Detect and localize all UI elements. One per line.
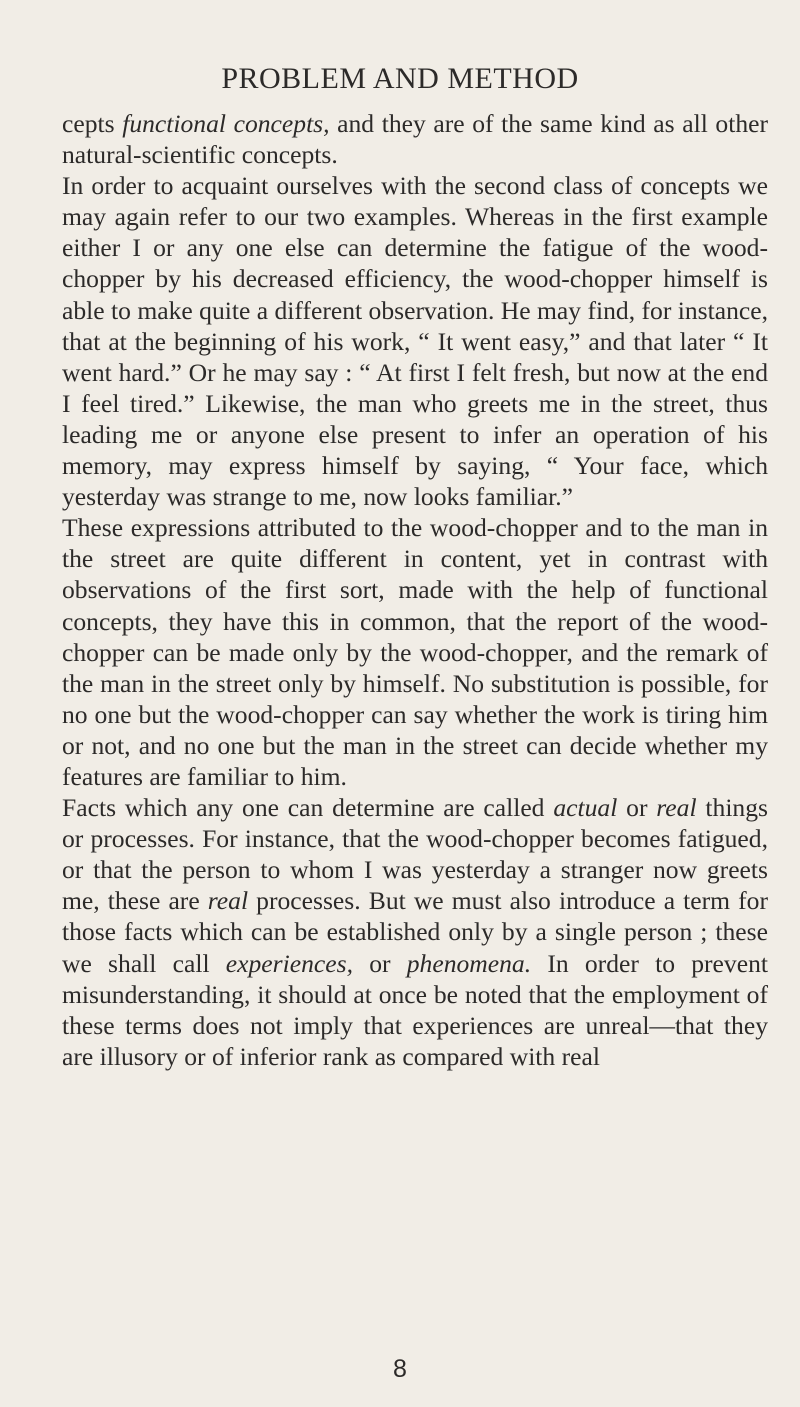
body-text (62, 108, 768, 1072)
italic-run: real (656, 793, 697, 823)
text-run: or (617, 793, 657, 823)
running-head: PROBLEM AND METHOD (221, 62, 579, 95)
paragraph (62, 512, 768, 792)
text-run: cepts (62, 109, 123, 138)
paragraph (62, 792, 768, 1072)
italic-run: real (207, 886, 249, 916)
italic-run: experiences, (225, 948, 353, 978)
text-run: things or processes. For instance, that the wood-chopper becomes fatigued, or that the person to whom I was yesterday a stranger now greets me, these are (62, 793, 768, 916)
text-run: These expressions attributed to the wood-chopper and to the man in the street are quite different in content, yet in contrast with observations of the first sort, made with the help of functional concepts, they have this in common, that the report of the wood-chopper can be made only by the wood-chopper, and the remark of the man in the street only by himself. No substitution is possible, for no one but the wood-chopper can say whether the work is tiring him or not, and no one but the man in the street can decide whether my features are familiar to him. (62, 513, 768, 791)
text-run: or (352, 948, 407, 978)
page-number: 8 (393, 1355, 407, 1383)
text-run: processes. But we must also introduce a term for those facts which can be established only by a single person ; these we shall call (62, 886, 768, 978)
italic-run: actual (553, 793, 618, 823)
text-run: In order to prevent misunderstanding, it should at once be noted that the employment of these terms does not imply that experiences are unreal—that they are illusory or of inferior rank as compared with real (62, 948, 768, 1071)
text-run: Facts which any one can determine are called (62, 793, 554, 823)
italic-run: phenomena. (406, 948, 532, 978)
text-run: and they are of the same kind as all other natural-scientific concepts. (62, 109, 768, 170)
paragraph (62, 108, 768, 170)
text-run: In order to acquaint ourselves with the second class of concepts we may again refer to our two examples. Whereas in the first example either I or any one else can determine the fatigue of the wood-chopper by his decreased efficiency, the wood-chopper himself is able to make quite a different observation. He may find, for instance, that at the beginning of his work, “ It went easy,” and that later “ It went hard.” Or he may say : “ At first I felt fresh, but now at the end I feel tired.” Likewise, the man who greets me in the street, thus leading me or anyone else present to infer an operation of his memory, may express himself by saying, “ Your face, which yesterday was strange to me, now looks familiar.” (62, 171, 768, 512)
italic-run: functional concepts, (122, 109, 330, 138)
paragraph (62, 170, 768, 512)
